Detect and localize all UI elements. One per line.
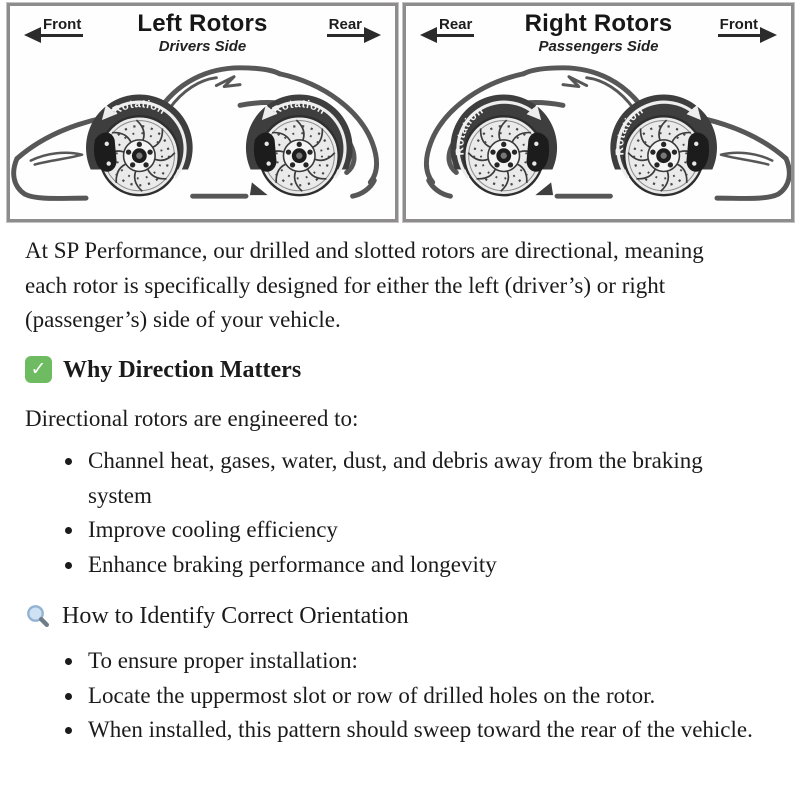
bullet-item: • When installed, this pattern should sweep toward the rear of the vehicle.	[85, 713, 765, 748]
bullet-item: • Channel heat, gases, water, dust, and debris away from the braking system	[85, 444, 765, 513]
section-heading-text: How to Identify Correct Orientation	[62, 603, 409, 629]
panel-title: Left Rotors	[137, 10, 268, 37]
car-illustration-right	[407, 52, 791, 217]
left-rotors-panel	[7, 3, 398, 222]
section-heading-why-direction-matters	[25, 352, 765, 388]
check-glyph: ✓	[30, 358, 47, 381]
bullet-item: • Improve cooling efficiency	[85, 513, 765, 548]
section-heading-text: Why Direction Matters	[63, 356, 302, 383]
check-mark-icon	[25, 356, 52, 383]
lead-text: Directional rotors are engineered to:	[25, 405, 359, 431]
bullet-item: • Locate the uppermost slot or row of drilled holes on the rotor.	[85, 679, 765, 714]
rotation-label: Rotation	[454, 104, 486, 156]
right-rotors-panel	[403, 3, 794, 222]
left-panel-header	[10, 6, 395, 56]
direction-label: Front	[41, 16, 83, 37]
intro-paragraph: At SP Performance, our drilled and slotted rotors are directional, meaning each rotor is specifically designed for either the left (driver’s) or right (passenger’s) side of your vehicle.	[25, 238, 704, 332]
bullet-item: • To ensure proper installation:	[85, 644, 765, 679]
bullet-item: • Enhance braking performance and longevity	[85, 548, 765, 583]
bullet-list-benefits	[25, 444, 765, 582]
direction-label: Rear	[327, 16, 364, 37]
direction-label: Rear	[437, 16, 474, 37]
panel-subtitle: Drivers Side	[158, 38, 247, 55]
article-body	[0, 222, 800, 748]
rear-direction	[327, 16, 381, 37]
rotation-label: Rotation	[270, 98, 328, 118]
right-panel-header	[406, 6, 791, 56]
rotation-label: Rotation	[110, 98, 168, 118]
rear-arrow-icon	[364, 27, 381, 43]
magnifying-glass-icon	[25, 603, 51, 629]
bullet-list-orientation	[25, 644, 765, 748]
panel-title: Right Rotors	[524, 10, 673, 37]
rotor-direction-diagram	[0, 0, 800, 222]
panel-subtitle: Passengers Side	[538, 38, 659, 55]
rotation-label: Rotation	[613, 104, 646, 156]
section-heading-how-to-identify	[25, 598, 765, 634]
car-illustration-left	[11, 52, 395, 217]
direction-label: Front	[718, 16, 760, 37]
front-direction	[718, 16, 777, 37]
front-arrow-icon	[760, 27, 777, 43]
